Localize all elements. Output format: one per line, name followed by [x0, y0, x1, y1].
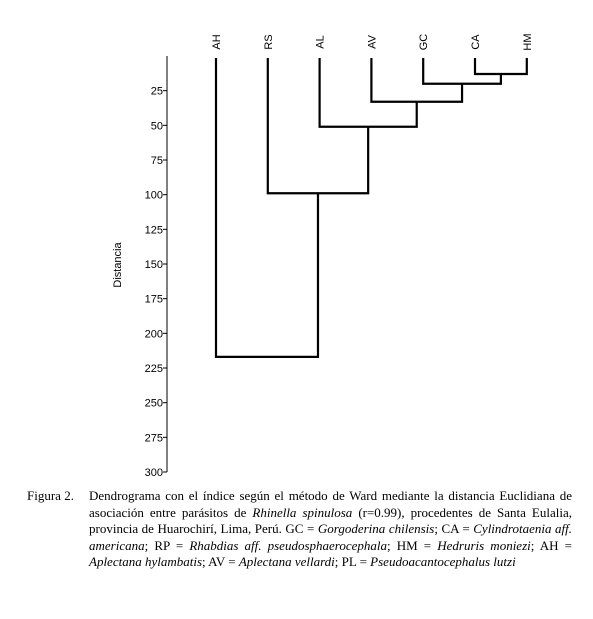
figure-caption — [27, 488, 572, 571]
y-axis — [145, 56, 167, 479]
leaf-label: CA — [470, 34, 482, 50]
y-tick-label: 100 — [144, 189, 163, 202]
species-name: Rhabdias aff. pseudosphaerocephala — [189, 537, 388, 553]
y-tick-label: 225 — [144, 363, 163, 375]
leaf-label: AL — [314, 35, 327, 49]
species-name: Aplectana hylambatis — [89, 554, 203, 569]
y-tick-label: 25 — [150, 85, 163, 98]
dendrogram-link — [423, 58, 501, 84]
species-name: Rhinella spinulosa — [252, 504, 353, 520]
y-axis-title: Distancia — [112, 242, 124, 288]
leaf-label: AV — [366, 35, 379, 49]
species-name: Pseudoacantocephalus lutzi — [370, 554, 516, 569]
dendrogram-link — [371, 58, 462, 102]
y-tick-label: 50 — [150, 120, 163, 133]
leaf-labels — [211, 33, 534, 50]
y-tick-label: 125 — [144, 224, 163, 237]
species-name: Cylindrotaenia aff. americana — [89, 521, 573, 553]
leaf-label: AH — [211, 34, 223, 50]
y-tick-label: 275 — [144, 432, 163, 445]
leaf-label: RS — [262, 34, 275, 50]
y-tick-label: 175 — [144, 293, 163, 306]
y-tick-label: 300 — [144, 467, 163, 479]
y-tick-label: 250 — [144, 397, 163, 410]
leaf-label: GC — [418, 33, 431, 51]
species-name: Aplectana vellardi — [238, 554, 335, 569]
dendrogram-links — [216, 58, 527, 357]
y-tick-label: 75 — [150, 155, 163, 167]
y-tick-label: 150 — [144, 259, 163, 271]
figure-caption-text: Dendrograma con el índice según el método de Ward mediante la distancia Euclidiana de asociación entre parásitos de Rhinella spinulosa (r=0.99), procedentes de Santa Eulalia, provincia de Huarochirí, Lima, Perú. GC = Gorgoderina chilensis; CA = Cylindrotaenia aff. americana; RP = Rhabdias aff. pseudosphaerocephala; HM = Hedruris moniezi; AH = Aplectana hylambatis; AV = Aplectana vellardi; PL = Pseudoacantocephalus lutzi — [89, 488, 573, 569]
dendrogram-link — [475, 58, 527, 74]
species-name: Hedruris moniezi — [437, 537, 531, 553]
y-tick-label: 200 — [144, 328, 163, 341]
dendrogram-link — [320, 58, 417, 127]
figure-label: Figura 2. — [27, 488, 74, 503]
leaf-label: HM — [521, 33, 534, 51]
species-name: Gorgoderina chilensis — [317, 521, 435, 536]
